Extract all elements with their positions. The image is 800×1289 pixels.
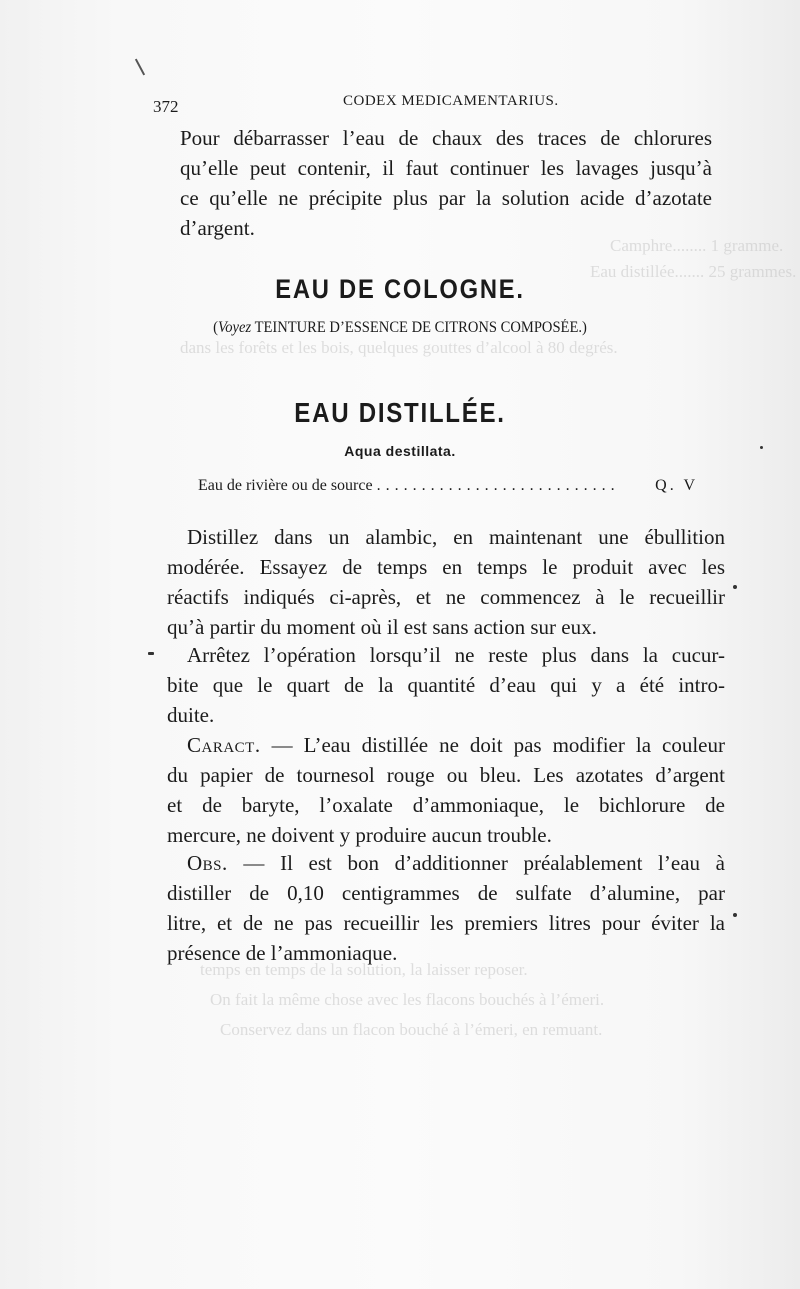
cross-reference: [24, 319, 776, 337]
paragraph: [167, 848, 725, 968]
paragraph: [167, 522, 725, 642]
text-line: Distillez dans un alambic, en maintenant une ébullition: [187, 525, 725, 549]
margin-mark: [135, 59, 145, 76]
text-line: modérée. Essayez de temps en temps le produit avec les: [167, 555, 725, 579]
see-word: Voyez: [217, 319, 252, 336]
line-text: — Il est bon d’additionner préalablement l’eau à: [227, 851, 725, 875]
text-line: présence de l’ammoniaque.: [167, 941, 398, 965]
page-number: 372: [153, 97, 179, 116]
text-line: qu’elle peut contenir, il faut continuer les lavages jusqu’à: [180, 156, 712, 180]
ink-speck: [733, 913, 737, 917]
text-line: distiller de 0,10 centigrammes de sulfate d’alumine, par: [167, 881, 725, 905]
text-line: d’argent.: [180, 216, 255, 240]
section-title: EAU DISTILLÉE.: [294, 397, 506, 428]
ingredient-quantity: Q. V: [655, 477, 698, 494]
latin-name: Aqua destillata.: [344, 443, 456, 459]
intro-paragraph: [180, 123, 712, 243]
show-through-text: On fait la même chose avec les flacons bouchés à l’émeri.: [210, 990, 605, 1009]
running-head: CODEX MEDICAMENTARIUS.: [343, 93, 559, 109]
text-line: [167, 848, 725, 878]
paragraph: [167, 640, 725, 730]
close-paren: ): [581, 319, 587, 336]
paragraph-label: Caract.: [187, 733, 261, 757]
text-line: litre, et de ne pas recueillir les premiers litres pour éviter la: [167, 911, 725, 935]
show-through-text: dans les forêts et les bois, quelques gouttes d’alcool à 80 degrés.: [180, 338, 618, 357]
ink-speck: [760, 446, 763, 449]
text-line: et de baryte, l’oxalate d’ammoniaque, le bichlorure de: [167, 793, 725, 817]
show-through-text: Conservez dans un flacon bouché à l’émeri, en remuant.: [220, 1020, 603, 1039]
text-line: ce qu’elle ne précipite plus par la solution acide d’azotate: [180, 186, 712, 210]
text-line: réactifs indiqués ci-après, et ne commencez à le recueillir: [167, 585, 725, 609]
text-line: mercure, ne doivent y produire aucun trouble.: [167, 823, 552, 847]
line-text: — L’eau distillée ne doit pas modifier la couleur: [260, 733, 725, 757]
dot-leader: ...........................: [376, 477, 620, 494]
text-line: bite que le quart de la quantité d’eau qui y a été intro-: [167, 673, 725, 697]
paragraph: [167, 730, 725, 850]
show-through-text: temps en temps de la solution, la laisser reposer.: [200, 960, 528, 979]
see-reference: TEINTURE D’ESSENCE DE CITRONS COMPOSÉE.: [254, 319, 582, 336]
ink-speck: [148, 652, 154, 655]
text-line: duite.: [167, 703, 215, 727]
text-line: qu’à partir du moment où il est sans action sur eux.: [167, 615, 597, 639]
ingredient-row: [198, 477, 698, 495]
open-paren: (: [213, 319, 218, 336]
ink-speck: [733, 585, 737, 589]
show-through-text: Camphre........ 1 gramme.: [610, 236, 784, 255]
show-through-text: Eau distillée....... 25 grammes.: [590, 262, 797, 281]
ingredient-name: Eau de rivière ou de source: [198, 477, 373, 494]
text-line: Arrêtez l’opération lorsqu’il ne reste plus dans la cucur-: [187, 643, 725, 667]
text-line: du papier de tournesol rouge ou bleu. Les azotates d’argent: [167, 763, 725, 787]
paragraph-label: Obs.: [187, 851, 228, 875]
text-line: Pour débarrasser l’eau de chaux des traces de chlorures: [180, 126, 712, 150]
section-title: EAU DE COLOGNE.: [275, 274, 525, 304]
text-line: [167, 730, 725, 760]
